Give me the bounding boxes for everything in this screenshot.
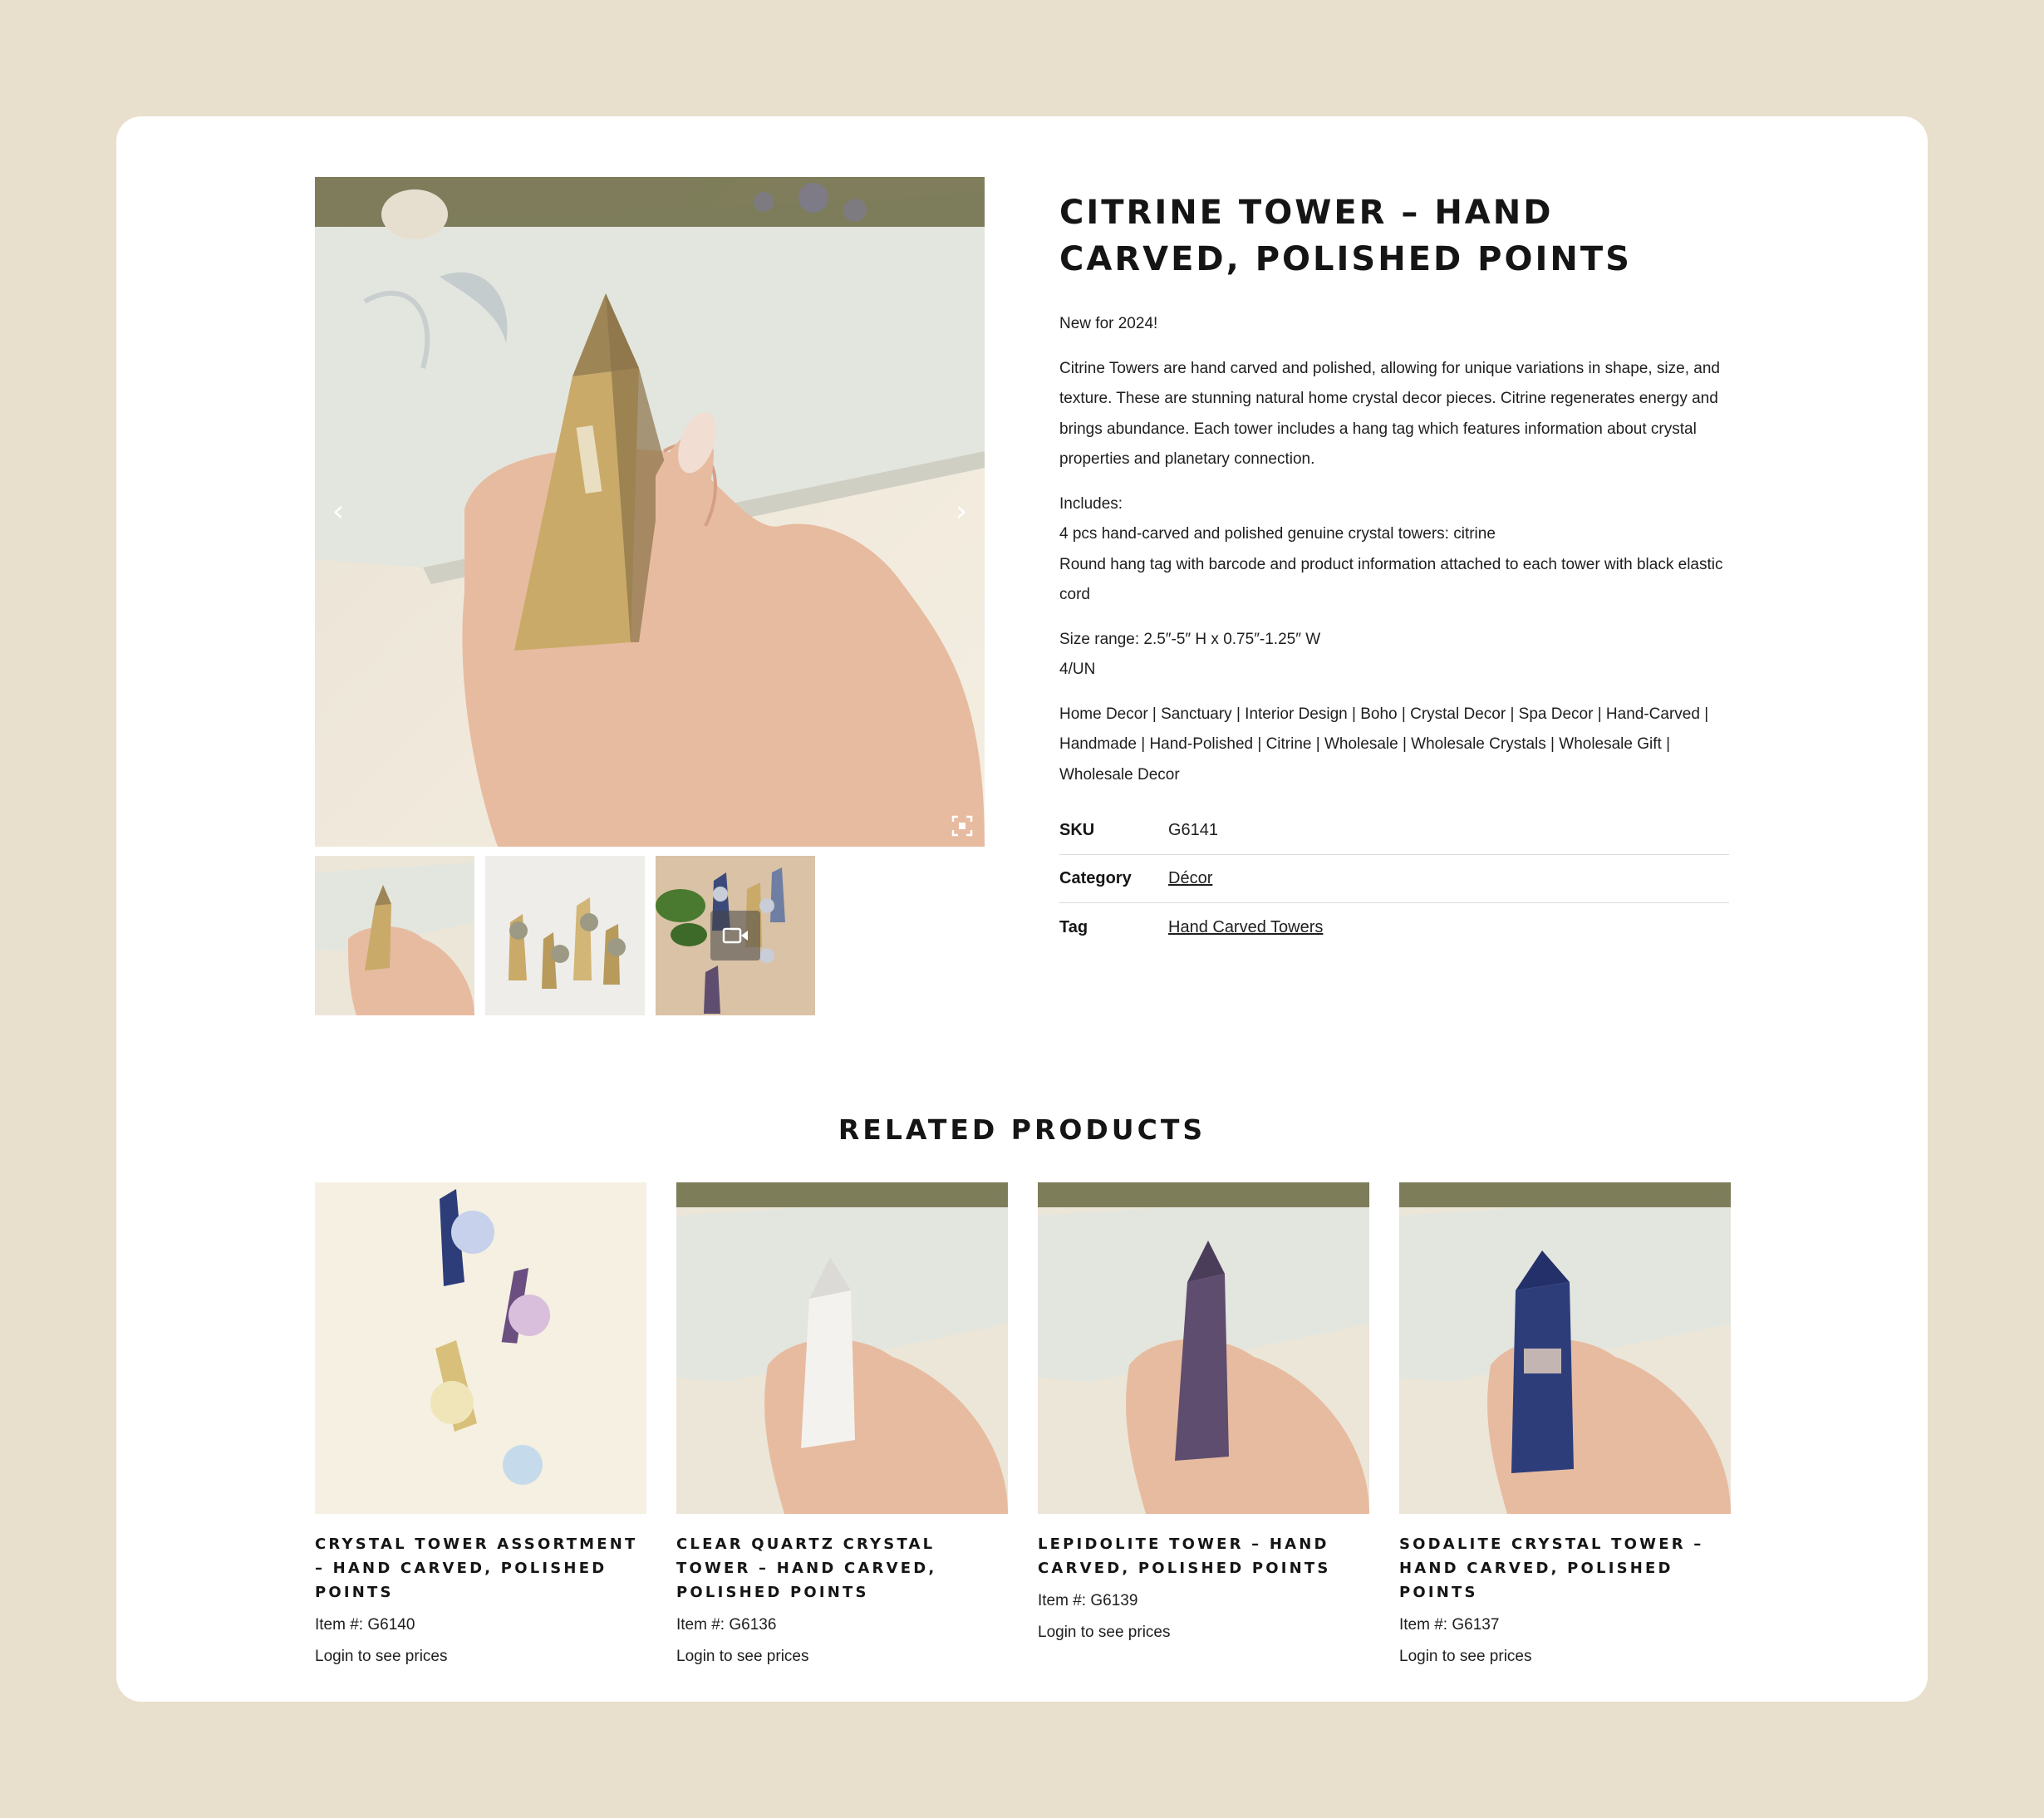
description-text: Citrine Towers are hand carved and polished, allowing for unique variations in shape, size, and texture. These are stunning natural home crystal decor pieces. Citrine regenerates energy and brings abundance. Each tower includes a hang tag which features information about crystal properties and planetary connection. <box>1059 359 1720 468</box>
unit-count: 4/UN <box>1059 661 1096 678</box>
related-product-image[interactable] <box>1038 1182 1369 1514</box>
size-range: Size range: 2.5″-5″ H x 0.75″-1.25″ W <box>1059 630 1321 648</box>
login-to-see-prices-link[interactable]: Login to see prices <box>1399 1648 1532 1665</box>
product-info <box>1059 189 1729 951</box>
includes-line-2: Round hang tag with barcode and product information attached to each tower with black elastic cord <box>1059 555 1723 603</box>
related-product-item-number: Item #: G6136 <box>676 1616 777 1634</box>
related-product <box>315 1182 646 1666</box>
related-product-name[interactable]: SODALITE CRYSTAL TOWER – HAND CARVED, POLISHED POINTS <box>1399 1535 1704 1601</box>
related-product-image[interactable] <box>1399 1182 1731 1514</box>
thumbnail-2[interactable] <box>485 856 645 1015</box>
thumbnail-1[interactable] <box>315 856 474 1015</box>
product-title: CITRINE TOWER – HAND CARVED, POLISHED POINTS <box>1059 194 1632 278</box>
main-product-image[interactable] <box>315 177 985 847</box>
meta-row-tag <box>1059 903 1729 951</box>
tag-link[interactable]: Hand Carved Towers <box>1168 917 1324 936</box>
related-product-item-number: Item #: G6137 <box>1399 1616 1500 1634</box>
login-to-see-prices-link[interactable]: Login to see prices <box>676 1648 809 1665</box>
thumbnail-video[interactable] <box>656 856 815 1015</box>
login-to-see-prices-link[interactable]: Login to see prices <box>1038 1624 1171 1641</box>
includes-label: Includes: <box>1059 494 1123 513</box>
related-products-grid <box>315 1182 1731 1666</box>
video-camera-icon <box>710 911 760 961</box>
new-label: New for 2024! <box>1059 315 1158 332</box>
related-product <box>1038 1182 1369 1666</box>
related-product-image[interactable] <box>315 1182 646 1514</box>
meta-row-sku <box>1059 807 1729 855</box>
fullscreen-icon[interactable] <box>950 813 975 838</box>
size-block <box>1059 625 1729 685</box>
related-product-image[interactable] <box>676 1182 1008 1514</box>
citrine-photo <box>315 177 985 847</box>
sku-label: SKU <box>1059 821 1095 839</box>
includes-block <box>1059 489 1729 611</box>
product-card <box>116 116 1928 1702</box>
related-products-heading: RELATED PRODUCTS <box>838 1113 1206 1146</box>
thumbnail-strip <box>315 856 815 1015</box>
category-link[interactable]: Décor <box>1168 869 1213 887</box>
meta-row-category <box>1059 855 1729 903</box>
login-to-see-prices-link[interactable]: Login to see prices <box>315 1648 448 1665</box>
keywords: Home Decor | Sanctuary | Interior Design | Boho | Crystal Decor | Spa Decor | Hand-Carved | Handmade | Hand-Polished | Citrine | Wholesale | Wholesale Crystals | Wholesale Gift | Wholesale Decor <box>1059 705 1709 784</box>
previous-image-button[interactable]: ‹ <box>332 494 345 528</box>
includes-line-1: 4 pcs hand-carved and polished genuine crystal towers: citrine <box>1059 525 1496 543</box>
tag-label: Tag <box>1059 917 1088 936</box>
category-label: Category <box>1059 869 1132 887</box>
related-product <box>676 1182 1008 1666</box>
product-description <box>1059 309 1729 790</box>
related-product <box>1399 1182 1731 1666</box>
related-product-name[interactable]: CLEAR QUARTZ CRYSTAL TOWER – HAND CARVED, POLISHED POINTS <box>676 1535 937 1601</box>
product-meta-table <box>1059 807 1729 951</box>
related-product-name[interactable]: CRYSTAL TOWER ASSORTMENT – HAND CARVED, POLISHED POINTS <box>315 1535 638 1601</box>
related-product-name[interactable]: LEPIDOLITE TOWER – HAND CARVED, POLISHED POINTS <box>1038 1535 1331 1577</box>
sku-value: G6141 <box>1168 821 1219 839</box>
related-product-item-number: Item #: G6140 <box>315 1616 415 1634</box>
related-product-item-number: Item #: G6139 <box>1038 1592 1138 1609</box>
next-image-button[interactable]: › <box>955 494 968 528</box>
